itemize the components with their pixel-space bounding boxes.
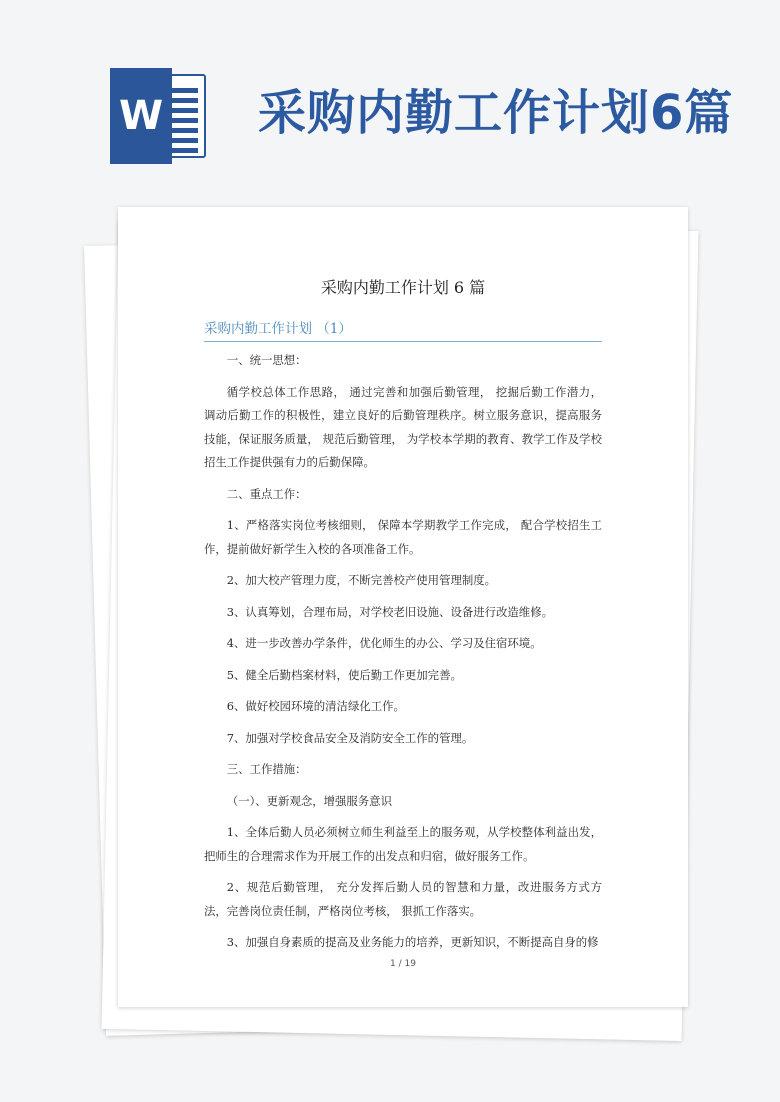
paragraph: 一、统一思想：	[226, 353, 307, 367]
paragraph: 1、全体后勤人员必须树立师生利益至上的服务观，从学校整体利益出发，把师生的合理需求作为开展工作的出发点和归宿，做好服务工作。	[204, 825, 602, 863]
paragraph: 三、工作措施：	[226, 762, 307, 776]
paragraph: 2、加大校产管理力度，不断完善校产使用管理制度。	[226, 573, 497, 587]
document-title: 采购内勤工作计划 6 篇	[320, 278, 486, 297]
document-page	[118, 207, 688, 1007]
paragraph: 2、规范后勤管理， 充分发挥后勤人员的智慧和力量，改进服务方式方法，完善岗位责任制，严格岗位考核， 狠抓工作落实。	[204, 880, 602, 918]
paragraph: 循学校总体工作思路， 通过完善和加强后勤管理， 挖掘后勤工作潜力， 调动后勤工作的积极性，建立良好的后勤管理秩序。树立服务意识，提高服务技能，保证服务质量， 规范后勤管理， 为学校本学期的教育、教学工作及学校招生工作提供强有力的后勤保障。	[204, 384, 602, 469]
paragraph: 5、健全后勤档案材料，使后勤工作更加完善。	[226, 667, 462, 682]
page-number: 1 / 19	[390, 959, 416, 969]
header-banner	[0, 0, 780, 190]
paragraph: （一）、更新观念，增强服务意识	[226, 793, 392, 808]
paragraph: 7、加强对学校食品安全及消防安全工作的管理。	[226, 730, 474, 745]
paragraph: 3、加强自身素质的提高及业务能力的培养，更新知识，不断提高自身的修	[226, 935, 599, 949]
document-body	[204, 349, 602, 955]
word-document-icon	[110, 68, 206, 164]
paragraph: 6、做好校园环境的清洁绿化工作。	[226, 699, 405, 713]
paragraph: 二、重点工作：	[226, 486, 307, 501]
section-heading: 采购内勤工作计划 （1）	[204, 317, 602, 342]
paragraph: 4、进一步改善办学条件，优化师生的办公、学习及住宿环境。	[226, 636, 542, 650]
banner-title: 采购内勤工作计划6篇	[258, 85, 734, 141]
word-logo-letter: W	[110, 68, 172, 164]
paragraph: 1、严格落实岗位考核细则， 保障本学期教学工作完成， 配合学校招生工作，提前做好新学生入校的各项准备工作。	[204, 518, 602, 556]
paragraph: 3、认真筹划，合理布局，对学校老旧设施、设备进行改造维修。	[226, 604, 553, 619]
